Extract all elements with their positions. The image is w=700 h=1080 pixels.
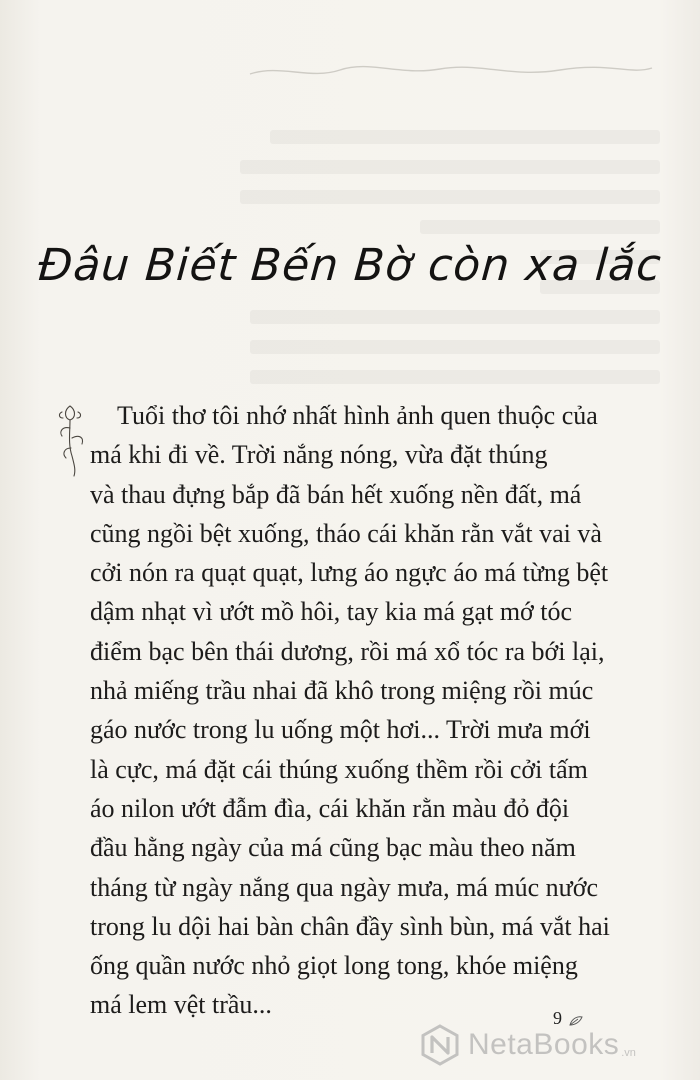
text-line: gáo nước trong lu uống một hơi... Trời mưa mới (90, 715, 591, 745)
text-line: dậm nhạt vì ướt mồ hôi, tay kia má gạt mớ tóc (90, 597, 573, 627)
watermark-brand: NetaBooks (468, 1028, 620, 1061)
text-line: cũng ngồi bệt xuống, tháo cái khăn rằn vắt vai và (90, 518, 602, 548)
page-number: 9 (553, 1008, 562, 1028)
text-line: điểm bạc bên thái dương, rồi má xổ tóc ra bới lại, (90, 636, 605, 666)
text-line: cởi nón ra quạt quạt, lưng áo ngực áo má từng bệt (90, 558, 609, 588)
text-line: má lem vệt trầu... (90, 990, 272, 1020)
chapter-title: Đâu Biết Bến Bờ còn xa lắc (36, 240, 664, 291)
running-head (240, 60, 660, 82)
publisher-watermark (418, 1020, 700, 1070)
text-line: má khi đi về. Trời nắng nóng, vừa đặt thúng (90, 440, 548, 470)
text-line: áo nilon ướt đẫm đìa, cái khăn rằn màu đỏ đội (90, 793, 570, 823)
netabooks-logo-icon (418, 1023, 462, 1067)
body-paragraph (90, 396, 610, 1025)
text-line: Tuổi thơ tôi nhớ nhất hình ảnh quen thuộc của (117, 401, 598, 430)
text-line: ống quần nước nhỏ giọt long tong, khóe miệng (90, 951, 578, 981)
text-line: đầu hằng ngày của má cũng bạc màu theo năm (90, 833, 576, 863)
text-line: trong lu dội hai bàn chân đầy sình bùn, má vắt hai (90, 911, 610, 941)
text-line: là cực, má đặt cái thúng xuống thềm rồi cởi tấm (90, 754, 588, 784)
text-line: tháng từ ngày nắng qua ngày mưa, má múc nước (90, 872, 599, 902)
watermark-tld: .vn (621, 1047, 636, 1059)
text-line: và thau đựng bắp đã bán hết xuống nền đất, má (90, 479, 582, 509)
text-line: nhả miếng trầu nhai đã khô trong miệng rồi múc (90, 676, 594, 706)
